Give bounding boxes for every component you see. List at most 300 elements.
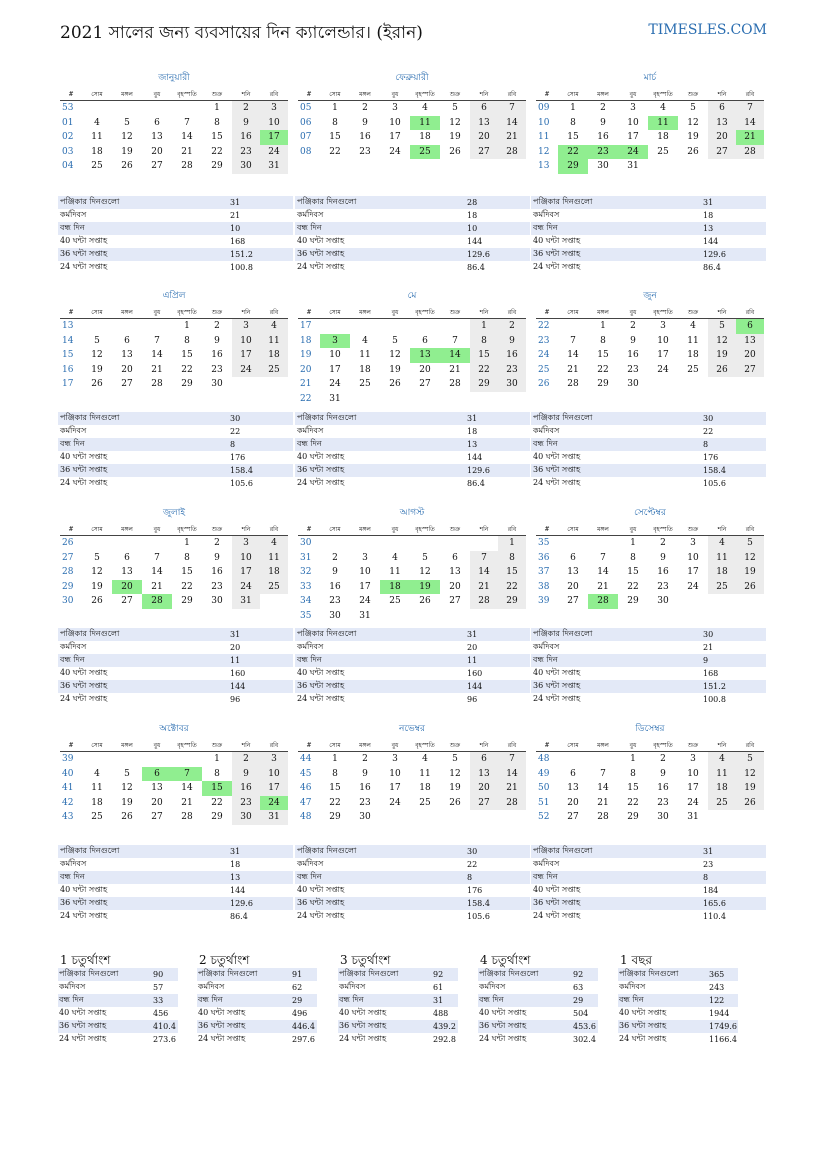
day-cell[interactable]: 19 — [449, 132, 461, 143]
day-cell[interactable]: 21 — [151, 364, 163, 375]
day-cell[interactable]: 17 — [687, 567, 699, 578]
day-cell[interactable]: 2 — [660, 754, 666, 765]
day-cell[interactable]: 7 — [570, 335, 576, 346]
day-cell[interactable]: 23 — [232, 796, 260, 811]
day-cell[interactable]: 31 — [260, 810, 288, 825]
day-cell[interactable]: 4 — [708, 752, 736, 767]
day-cell[interactable]: 31 — [687, 812, 699, 823]
day-cell[interactable]: 1 — [470, 319, 498, 334]
day-cell[interactable]: 21 — [181, 146, 193, 157]
day-cell[interactable]: 2 — [660, 538, 666, 549]
day-cell[interactable]: 6 — [470, 752, 498, 767]
day-cell[interactable]: 12 — [91, 350, 103, 361]
day-cell[interactable]: 29 — [627, 812, 639, 823]
day-cell[interactable]: 21 — [498, 781, 526, 796]
day-cell[interactable]: 4 — [708, 536, 736, 551]
day-cell[interactable]: 10 — [260, 116, 288, 131]
day-cell[interactable]: 2 — [214, 538, 220, 549]
day-cell[interactable]: 13 — [121, 350, 133, 361]
day-cell[interactable]: 18 — [708, 781, 736, 796]
day-cell[interactable]: 26 — [687, 146, 699, 157]
day-cell[interactable]: 21 — [597, 797, 609, 808]
day-cell[interactable]: 11 — [91, 132, 103, 143]
day-cell[interactable]: 18 — [359, 364, 371, 375]
day-cell[interactable]: 21 — [449, 364, 461, 375]
day-cell[interactable]: 1 — [630, 754, 636, 765]
day-cell[interactable]: 6 — [570, 552, 576, 563]
day-cell[interactable]: 28 — [449, 379, 461, 390]
day-cell[interactable]: 9 — [214, 335, 220, 346]
day-cell[interactable]: 5 — [708, 319, 736, 334]
day-cell[interactable]: 18 — [260, 348, 288, 363]
day-cell[interactable]: 7 — [184, 117, 190, 128]
day-cell[interactable]: 30 — [657, 812, 669, 823]
day-cell[interactable]: 3 — [660, 321, 666, 332]
day-cell[interactable]: 25 — [260, 580, 288, 595]
day-cell[interactable]: 12 — [736, 767, 764, 782]
day-cell[interactable]: 2 — [362, 754, 368, 765]
day-cell[interactable]: 26 — [449, 146, 461, 157]
day-cell[interactable]: 19 — [91, 364, 103, 375]
day-cell[interactable]: 8 — [498, 551, 526, 566]
day-cell[interactable]: 14 — [181, 132, 193, 143]
day-cell[interactable]: 24 — [232, 580, 260, 595]
day-cell[interactable]: 15 — [627, 783, 639, 794]
day-cell[interactable]: 9 — [362, 117, 368, 128]
day-cell[interactable]: 23 — [359, 797, 371, 808]
day-cell[interactable]: 25 — [260, 363, 288, 378]
day-cell[interactable]: 16 — [359, 783, 371, 794]
day-cell[interactable]: 15 — [470, 348, 498, 363]
day-cell[interactable]: 2 — [332, 552, 338, 563]
day-cell[interactable]: 14 — [597, 567, 609, 578]
day-cell[interactable]: 10 — [687, 768, 699, 779]
day-cell[interactable]: 2 — [600, 103, 606, 114]
day-cell[interactable]: 13 — [567, 783, 579, 794]
day-cell[interactable]: 4 — [422, 754, 428, 765]
day-cell[interactable]: 13 — [470, 767, 498, 782]
day-cell[interactable]: 29 — [211, 161, 223, 172]
day-cell[interactable]: 12 — [121, 132, 133, 143]
day-cell[interactable]: 1 — [600, 321, 606, 332]
day-cell[interactable]: 8 — [570, 117, 576, 128]
day-cell[interactable]: 24 — [329, 379, 341, 390]
holiday-day-cell[interactable]: 21 — [736, 130, 764, 145]
day-cell[interactable]: 19 — [121, 146, 133, 157]
day-cell[interactable]: 26 — [736, 796, 764, 811]
day-cell[interactable]: 27 — [470, 145, 498, 160]
day-cell[interactable]: 8 — [332, 117, 338, 128]
day-cell[interactable]: 24 — [687, 797, 699, 808]
holiday-day-cell[interactable]: 6 — [736, 319, 764, 334]
day-cell[interactable]: 28 — [470, 594, 498, 609]
day-cell[interactable]: 5 — [124, 117, 130, 128]
day-cell[interactable]: 22 — [470, 363, 498, 378]
day-cell[interactable]: 9 — [660, 768, 666, 779]
day-cell[interactable]: 18 — [419, 783, 431, 794]
day-cell[interactable]: 9 — [332, 567, 338, 578]
day-cell[interactable]: 22 — [211, 146, 223, 157]
holiday-day-cell[interactable]: 24 — [618, 145, 648, 160]
day-cell[interactable]: 13 — [736, 334, 764, 349]
day-cell[interactable]: 9 — [214, 552, 220, 563]
day-cell[interactable]: 10 — [359, 567, 371, 578]
day-cell[interactable]: 21 — [151, 581, 163, 592]
day-cell[interactable]: 14 — [597, 783, 609, 794]
day-cell[interactable]: 10 — [657, 335, 669, 346]
day-cell[interactable]: 19 — [736, 565, 764, 580]
day-cell[interactable]: 17 — [260, 781, 288, 796]
day-cell[interactable]: 6 — [154, 117, 160, 128]
day-cell[interactable]: 3 — [232, 319, 260, 334]
day-cell[interactable]: 10 — [232, 334, 260, 349]
holiday-day-cell[interactable]: 13 — [410, 348, 440, 363]
day-cell[interactable]: 19 — [389, 364, 401, 375]
day-cell[interactable]: 29 — [627, 596, 639, 607]
day-cell[interactable]: 7 — [452, 335, 458, 346]
day-cell[interactable]: 27 — [449, 596, 461, 607]
day-cell[interactable]: 12 — [708, 334, 736, 349]
day-cell[interactable]: 9 — [660, 552, 666, 563]
day-cell[interactable]: 1 — [332, 754, 338, 765]
day-cell[interactable]: 21 — [498, 130, 526, 145]
day-cell[interactable]: 27 — [470, 796, 498, 811]
day-cell[interactable]: 30 — [211, 379, 223, 390]
day-cell[interactable]: 15 — [498, 565, 526, 580]
day-cell[interactable]: 18 — [419, 132, 431, 143]
day-cell[interactable]: 3 — [260, 752, 288, 767]
day-cell[interactable]: 13 — [708, 116, 736, 131]
day-cell[interactable]: 26 — [389, 379, 401, 390]
day-cell[interactable]: 21 — [597, 581, 609, 592]
day-cell[interactable]: 9 — [630, 335, 636, 346]
day-cell[interactable]: 5 — [392, 335, 398, 346]
day-cell[interactable]: 16 — [359, 132, 371, 143]
day-cell[interactable]: 31 — [260, 159, 288, 174]
day-cell[interactable]: 19 — [449, 783, 461, 794]
day-cell[interactable]: 3 — [392, 103, 398, 114]
day-cell[interactable]: 22 — [597, 364, 609, 375]
day-cell[interactable]: 20 — [151, 146, 163, 157]
holiday-day-cell[interactable]: 7 — [172, 767, 202, 782]
day-cell[interactable]: 13 — [470, 116, 498, 131]
day-cell[interactable]: 14 — [567, 350, 579, 361]
day-cell[interactable]: 8 — [470, 334, 498, 349]
day-cell[interactable]: 23 — [627, 364, 639, 375]
day-cell[interactable]: 11 — [708, 551, 736, 566]
day-cell[interactable]: 20 — [121, 364, 133, 375]
day-cell[interactable]: 10 — [329, 350, 341, 361]
day-cell[interactable]: 12 — [121, 783, 133, 794]
day-cell[interactable]: 20 — [736, 348, 764, 363]
day-cell[interactable]: 27 — [151, 812, 163, 823]
day-cell[interactable]: 30 — [232, 810, 260, 825]
day-cell[interactable]: 7 — [600, 768, 606, 779]
day-cell[interactable]: 10 — [389, 117, 401, 128]
day-cell[interactable]: 27 — [419, 379, 431, 390]
day-cell[interactable]: 4 — [362, 335, 368, 346]
day-cell[interactable]: 12 — [449, 768, 461, 779]
day-cell[interactable]: 2 — [214, 321, 220, 332]
day-cell[interactable]: 28 — [597, 812, 609, 823]
day-cell[interactable]: 16 — [211, 350, 223, 361]
day-cell[interactable]: 21 — [470, 580, 498, 595]
day-cell[interactable]: 16 — [498, 348, 526, 363]
day-cell[interactable]: 9 — [362, 768, 368, 779]
day-cell[interactable]: 9 — [600, 117, 606, 128]
month-name[interactable]: অক্টোবর — [159, 724, 189, 734]
day-cell[interactable]: 3 — [362, 552, 368, 563]
day-cell[interactable]: 14 — [151, 567, 163, 578]
month-name[interactable]: জুলাই — [162, 508, 186, 518]
day-cell[interactable]: 8 — [600, 335, 606, 346]
day-cell[interactable]: 25 — [687, 364, 699, 375]
holiday-day-cell[interactable]: 18 — [380, 580, 410, 595]
day-cell[interactable]: 7 — [498, 101, 526, 116]
day-cell[interactable]: 21 — [181, 797, 193, 808]
day-cell[interactable]: 7 — [498, 752, 526, 767]
day-cell[interactable]: 24 — [657, 364, 669, 375]
day-cell[interactable]: 4 — [94, 768, 100, 779]
day-cell[interactable]: 14 — [470, 565, 498, 580]
month-name[interactable]: মে — [407, 291, 417, 301]
day-cell[interactable]: 10 — [627, 117, 639, 128]
day-cell[interactable]: 30 — [232, 159, 260, 174]
day-cell[interactable]: 8 — [184, 552, 190, 563]
day-cell[interactable]: 23 — [329, 596, 341, 607]
day-cell[interactable]: 30 — [597, 161, 609, 172]
day-cell[interactable]: 15 — [181, 567, 193, 578]
day-cell[interactable]: 15 — [597, 350, 609, 361]
day-cell[interactable]: 25 — [91, 812, 103, 823]
day-cell[interactable]: 9 — [232, 767, 260, 782]
holiday-day-cell[interactable]: 22 — [558, 145, 588, 160]
day-cell[interactable]: 18 — [687, 350, 699, 361]
holiday-day-cell[interactable]: 17 — [260, 130, 288, 145]
day-cell[interactable]: 12 — [389, 350, 401, 361]
day-cell[interactable]: 14 — [498, 767, 526, 782]
day-cell[interactable]: 29 — [181, 596, 193, 607]
day-cell[interactable]: 1 — [184, 538, 190, 549]
month-name[interactable]: সেপ্টেম্বর — [634, 508, 666, 518]
day-cell[interactable]: 29 — [181, 379, 193, 390]
day-cell[interactable]: 28 — [181, 812, 193, 823]
day-cell[interactable]: 16 — [597, 132, 609, 143]
day-cell[interactable]: 19 — [736, 781, 764, 796]
day-cell[interactable]: 22 — [627, 581, 639, 592]
day-cell[interactable]: 17 — [232, 348, 260, 363]
day-cell[interactable]: 22 — [211, 797, 223, 808]
day-cell[interactable]: 1 — [214, 754, 220, 765]
day-cell[interactable]: 16 — [329, 581, 341, 592]
day-cell[interactable]: 23 — [359, 146, 371, 157]
day-cell[interactable]: 3 — [260, 101, 288, 116]
day-cell[interactable]: 8 — [214, 768, 220, 779]
day-cell[interactable]: 11 — [419, 768, 431, 779]
day-cell[interactable]: 5 — [736, 752, 764, 767]
day-cell[interactable]: 28 — [181, 161, 193, 172]
day-cell[interactable]: 16 — [211, 567, 223, 578]
day-cell[interactable]: 31 — [329, 393, 341, 404]
day-cell[interactable]: 15 — [211, 132, 223, 143]
day-cell[interactable]: 3 — [690, 754, 696, 765]
day-cell[interactable]: 20 — [470, 130, 498, 145]
day-cell[interactable]: 26 — [121, 812, 133, 823]
day-cell[interactable]: 30 — [211, 596, 223, 607]
day-cell[interactable]: 15 — [627, 567, 639, 578]
day-cell[interactable]: 4 — [690, 321, 696, 332]
day-cell[interactable]: 15 — [567, 132, 579, 143]
day-cell[interactable]: 2 — [362, 103, 368, 114]
day-cell[interactable]: 30 — [359, 812, 371, 823]
day-cell[interactable]: 25 — [657, 146, 669, 157]
day-cell[interactable]: 8 — [184, 335, 190, 346]
day-cell[interactable]: 26 — [121, 161, 133, 172]
day-cell[interactable]: 14 — [736, 116, 764, 131]
day-cell[interactable]: 5 — [94, 335, 100, 346]
day-cell[interactable]: 1 — [332, 103, 338, 114]
day-cell[interactable]: 17 — [359, 581, 371, 592]
holiday-day-cell[interactable]: 11 — [410, 116, 440, 131]
day-cell[interactable]: 12 — [449, 117, 461, 128]
day-cell[interactable]: 10 — [260, 767, 288, 782]
day-cell[interactable]: 26 — [736, 580, 764, 595]
day-cell[interactable]: 3 — [232, 536, 260, 551]
day-cell[interactable]: 6 — [470, 101, 498, 116]
day-cell[interactable]: 5 — [124, 768, 130, 779]
day-cell[interactable]: 27 — [567, 596, 579, 607]
holiday-day-cell[interactable]: 24 — [260, 796, 288, 811]
day-cell[interactable]: 11 — [260, 334, 288, 349]
day-cell[interactable]: 8 — [332, 768, 338, 779]
brand-logo-text[interactable]: TIMESLES.COM — [648, 22, 767, 38]
day-cell[interactable]: 13 — [121, 567, 133, 578]
day-cell[interactable]: 16 — [657, 783, 669, 794]
day-cell[interactable]: 17 — [687, 783, 699, 794]
day-cell[interactable]: 15 — [181, 350, 193, 361]
day-cell[interactable]: 8 — [214, 117, 220, 128]
day-cell[interactable]: 19 — [708, 348, 736, 363]
holiday-day-cell[interactable]: 28 — [588, 594, 618, 609]
day-cell[interactable]: 1 — [570, 103, 576, 114]
day-cell[interactable]: 28 — [498, 796, 526, 811]
day-cell[interactable]: 27 — [736, 363, 764, 378]
day-cell[interactable]: 6 — [452, 552, 458, 563]
day-cell[interactable]: 22 — [329, 797, 341, 808]
day-cell[interactable]: 19 — [91, 581, 103, 592]
day-cell[interactable]: 4 — [392, 552, 398, 563]
day-cell[interactable]: 5 — [452, 754, 458, 765]
day-cell[interactable]: 6 — [124, 335, 130, 346]
month-name[interactable]: ডিসেম্বর — [635, 724, 665, 734]
day-cell[interactable]: 11 — [389, 567, 401, 578]
day-cell[interactable]: 5 — [452, 103, 458, 114]
day-cell[interactable]: 23 — [657, 797, 669, 808]
holiday-day-cell[interactable]: 14 — [440, 348, 470, 363]
day-cell[interactable]: 29 — [211, 812, 223, 823]
day-cell[interactable]: 30 — [657, 596, 669, 607]
day-cell[interactable]: 5 — [690, 103, 696, 114]
day-cell[interactable]: 29 — [329, 812, 341, 823]
day-cell[interactable]: 24 — [389, 146, 401, 157]
day-cell[interactable]: 20 — [449, 581, 461, 592]
day-cell[interactable]: 27 — [567, 812, 579, 823]
holiday-day-cell[interactable]: 3 — [320, 334, 350, 349]
day-cell[interactable]: 30 — [498, 377, 526, 392]
month-name[interactable]: জুন — [643, 291, 657, 301]
day-cell[interactable]: 25 — [419, 797, 431, 808]
day-cell[interactable]: 31 — [359, 610, 371, 621]
day-cell[interactable]: 8 — [630, 768, 636, 779]
day-cell[interactable]: 16 — [232, 781, 260, 796]
day-cell[interactable]: 13 — [151, 132, 163, 143]
month-name[interactable]: আগস্ট — [399, 508, 425, 518]
day-cell[interactable]: 6 — [570, 768, 576, 779]
day-cell[interactable]: 26 — [419, 596, 431, 607]
day-cell[interactable]: 14 — [181, 783, 193, 794]
day-cell[interactable]: 6 — [422, 335, 428, 346]
day-cell[interactable]: 7 — [154, 552, 160, 563]
day-cell[interactable]: 20 — [567, 581, 579, 592]
day-cell[interactable]: 21 — [567, 364, 579, 375]
day-cell[interactable]: 18 — [657, 132, 669, 143]
day-cell[interactable]: 7 — [736, 101, 764, 116]
day-cell[interactable]: 6 — [124, 552, 130, 563]
day-cell[interactable]: 16 — [657, 567, 669, 578]
day-cell[interactable]: 11 — [260, 551, 288, 566]
day-cell[interactable]: 12 — [419, 567, 431, 578]
day-cell[interactable]: 7 — [154, 335, 160, 346]
month-name[interactable]: মার্চ — [643, 73, 657, 83]
day-cell[interactable]: 10 — [232, 551, 260, 566]
day-cell[interactable]: 11 — [708, 767, 736, 782]
day-cell[interactable]: 13 — [151, 783, 163, 794]
day-cell[interactable]: 22 — [498, 580, 526, 595]
day-cell[interactable]: 29 — [470, 377, 498, 392]
day-cell[interactable]: 15 — [329, 132, 341, 143]
day-cell[interactable]: 27 — [121, 596, 133, 607]
holiday-day-cell[interactable]: 6 — [142, 767, 172, 782]
day-cell[interactable]: 5 — [94, 552, 100, 563]
day-cell[interactable]: 22 — [329, 146, 341, 157]
day-cell[interactable]: 3 — [392, 754, 398, 765]
day-cell[interactable]: 4 — [660, 103, 666, 114]
day-cell[interactable]: 23 — [498, 363, 526, 378]
day-cell[interactable]: 24 — [260, 145, 288, 160]
day-cell[interactable]: 18 — [260, 565, 288, 580]
day-cell[interactable]: 20 — [419, 364, 431, 375]
day-cell[interactable]: 19 — [687, 132, 699, 143]
day-cell[interactable]: 23 — [211, 364, 223, 375]
day-cell[interactable]: 1 — [184, 321, 190, 332]
holiday-day-cell[interactable]: 29 — [558, 159, 588, 174]
day-cell[interactable]: 14 — [151, 350, 163, 361]
month-name[interactable]: এপ্রিল — [162, 291, 186, 301]
day-cell[interactable]: 11 — [687, 335, 699, 346]
day-cell[interactable]: 30 — [627, 379, 639, 390]
day-cell[interactable]: 26 — [91, 596, 103, 607]
day-cell[interactable]: 29 — [597, 379, 609, 390]
day-cell[interactable]: 5 — [736, 536, 764, 551]
day-cell[interactable]: 20 — [470, 781, 498, 796]
day-cell[interactable]: 6 — [708, 101, 736, 116]
day-cell[interactable]: 25 — [389, 596, 401, 607]
day-cell[interactable]: 13 — [449, 567, 461, 578]
day-cell[interactable]: 2 — [498, 319, 526, 334]
day-cell[interactable]: 29 — [498, 594, 526, 609]
day-cell[interactable]: 9 — [498, 334, 526, 349]
day-cell[interactable]: 12 — [736, 551, 764, 566]
